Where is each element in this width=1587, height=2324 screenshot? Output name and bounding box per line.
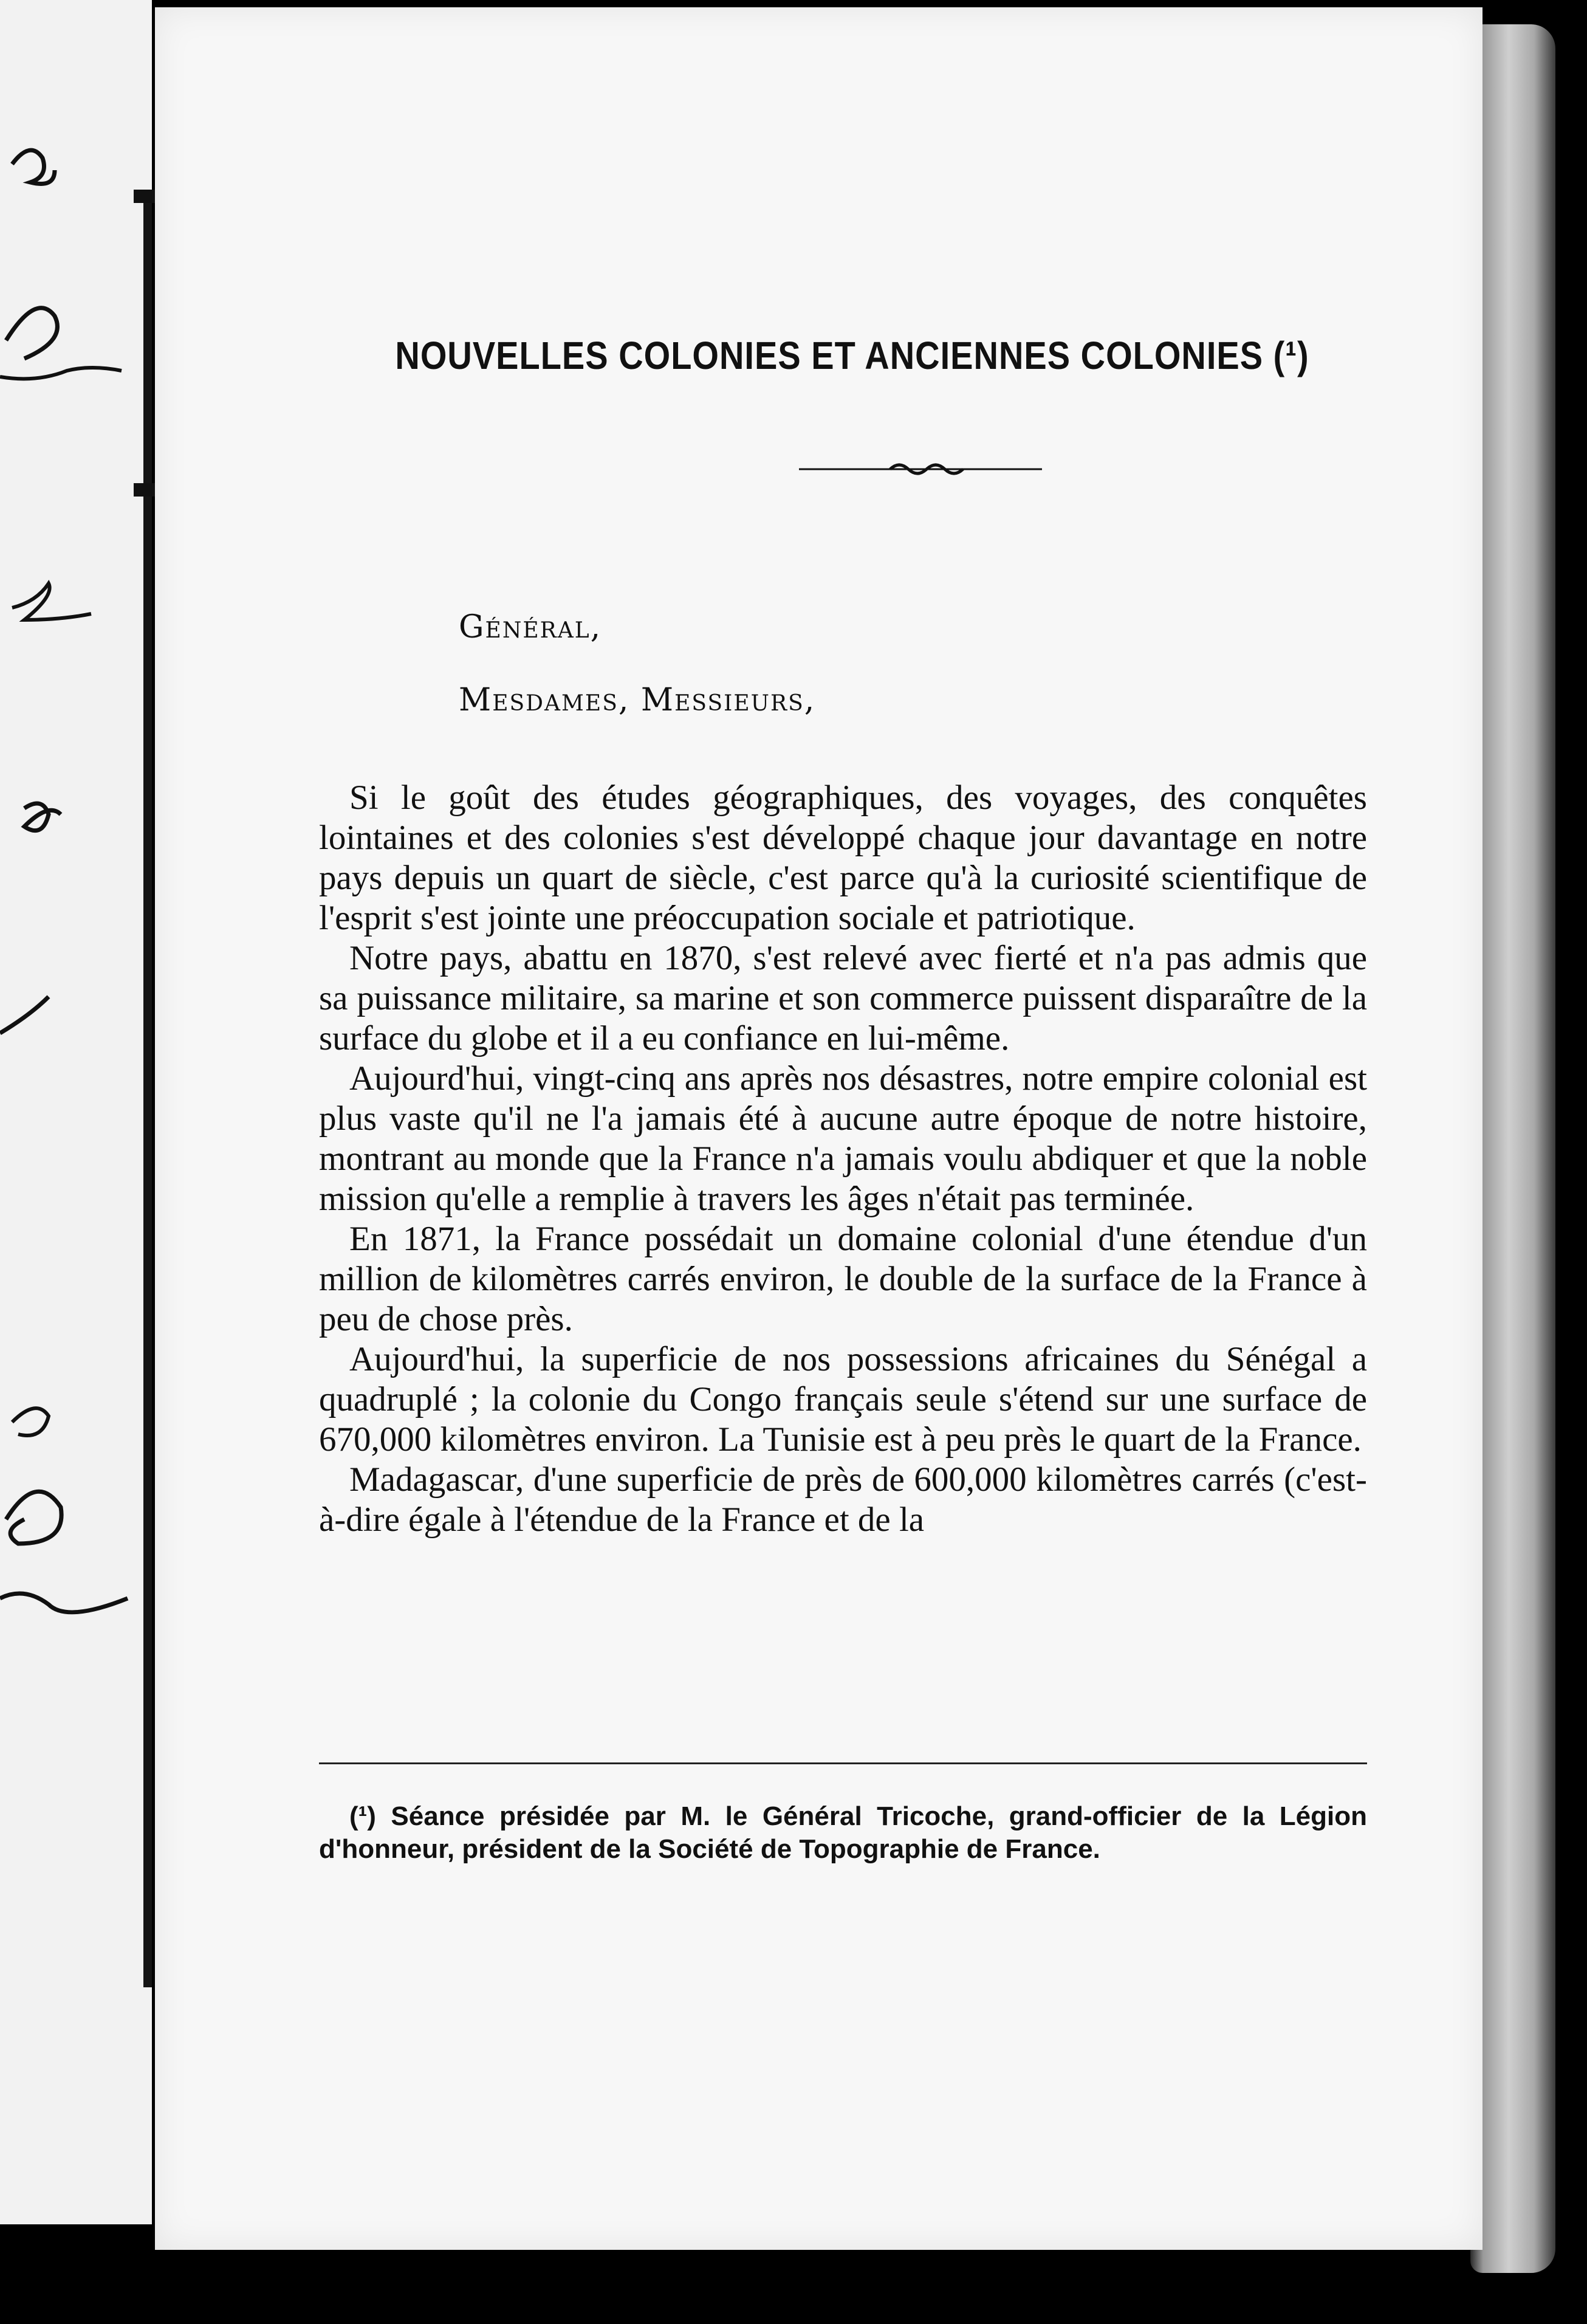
footnote [319,1800,1367,1866]
footnote-text: (¹) Séance présidée par M. le Général Tricoche, grand-officier de la Légion d'honneur, président de la Société de Topographie de France. [319,1801,1367,1864]
paragraph: Aujourd'hui, la superficie de nos possessions africaines du Sénégal a quadruplé ; la colonie du Congo français seule s'étend sur une surface de 670,000 kilomètres environ. La Tunisie est à peu près le quart de la France. [319,1340,1367,1459]
paragraph: Aujourd'hui, vingt-cinq ans après nos désastres, notre empire colonial est plus vaste qu'il ne l'a jamais été à aucune autre époque de notre histoire, montrant au monde que la France n'a jamais voulu abdiquer et que la noble mission qu'elle a remplie à travers les âges n'était pas terminée. [319,1059,1367,1218]
paragraph: En 1871, la France possédait un domaine colonial d'une étendue d'un million de kilomètres carrés environ, le double de la surface de la France à peu de chose près. [319,1220,1367,1338]
page-title: NOUVELLES COLONIES ET ANCIENNES COLONIES (¹) [395,333,1309,377]
printed-page [155,7,1482,2250]
paragraph: Madagascar, d'une superficie de près de 600,000 kilomètres carrés (c'est-à-dire égale à l'étendue de la France et de la [319,1460,1367,1539]
facing-page [0,0,152,2224]
paragraph: Notre pays, abattu en 1870, s'est relevé avec fierté et n'a pas admis que sa puissance militaire, sa marine et son commerce puissent disparaître de la surface du globe et il a eu confiance en lui-même. [319,939,1367,1057]
handwriting-marks [0,0,152,2224]
footnote-rule [319,1762,1367,1764]
salutation-general: Général, [459,609,602,645]
paragraph: Si le goût des études géographiques, des voyages, des conquêtes lointaines et des colonies s'est développé chaque jour davantage en notre pays depuis un quart de siècle, c'est parce qu'à la curiosité scientifique de l'esprit s'est jointe une préoccupation sociale et patriotique. [319,779,1367,937]
body-text [319,778,1367,1540]
book-edge [1470,24,1555,2273]
salutation-audience: Mesdames, Messieurs, [459,682,816,718]
ornament-divider [799,457,1042,481]
binding-thread [143,194,152,1987]
